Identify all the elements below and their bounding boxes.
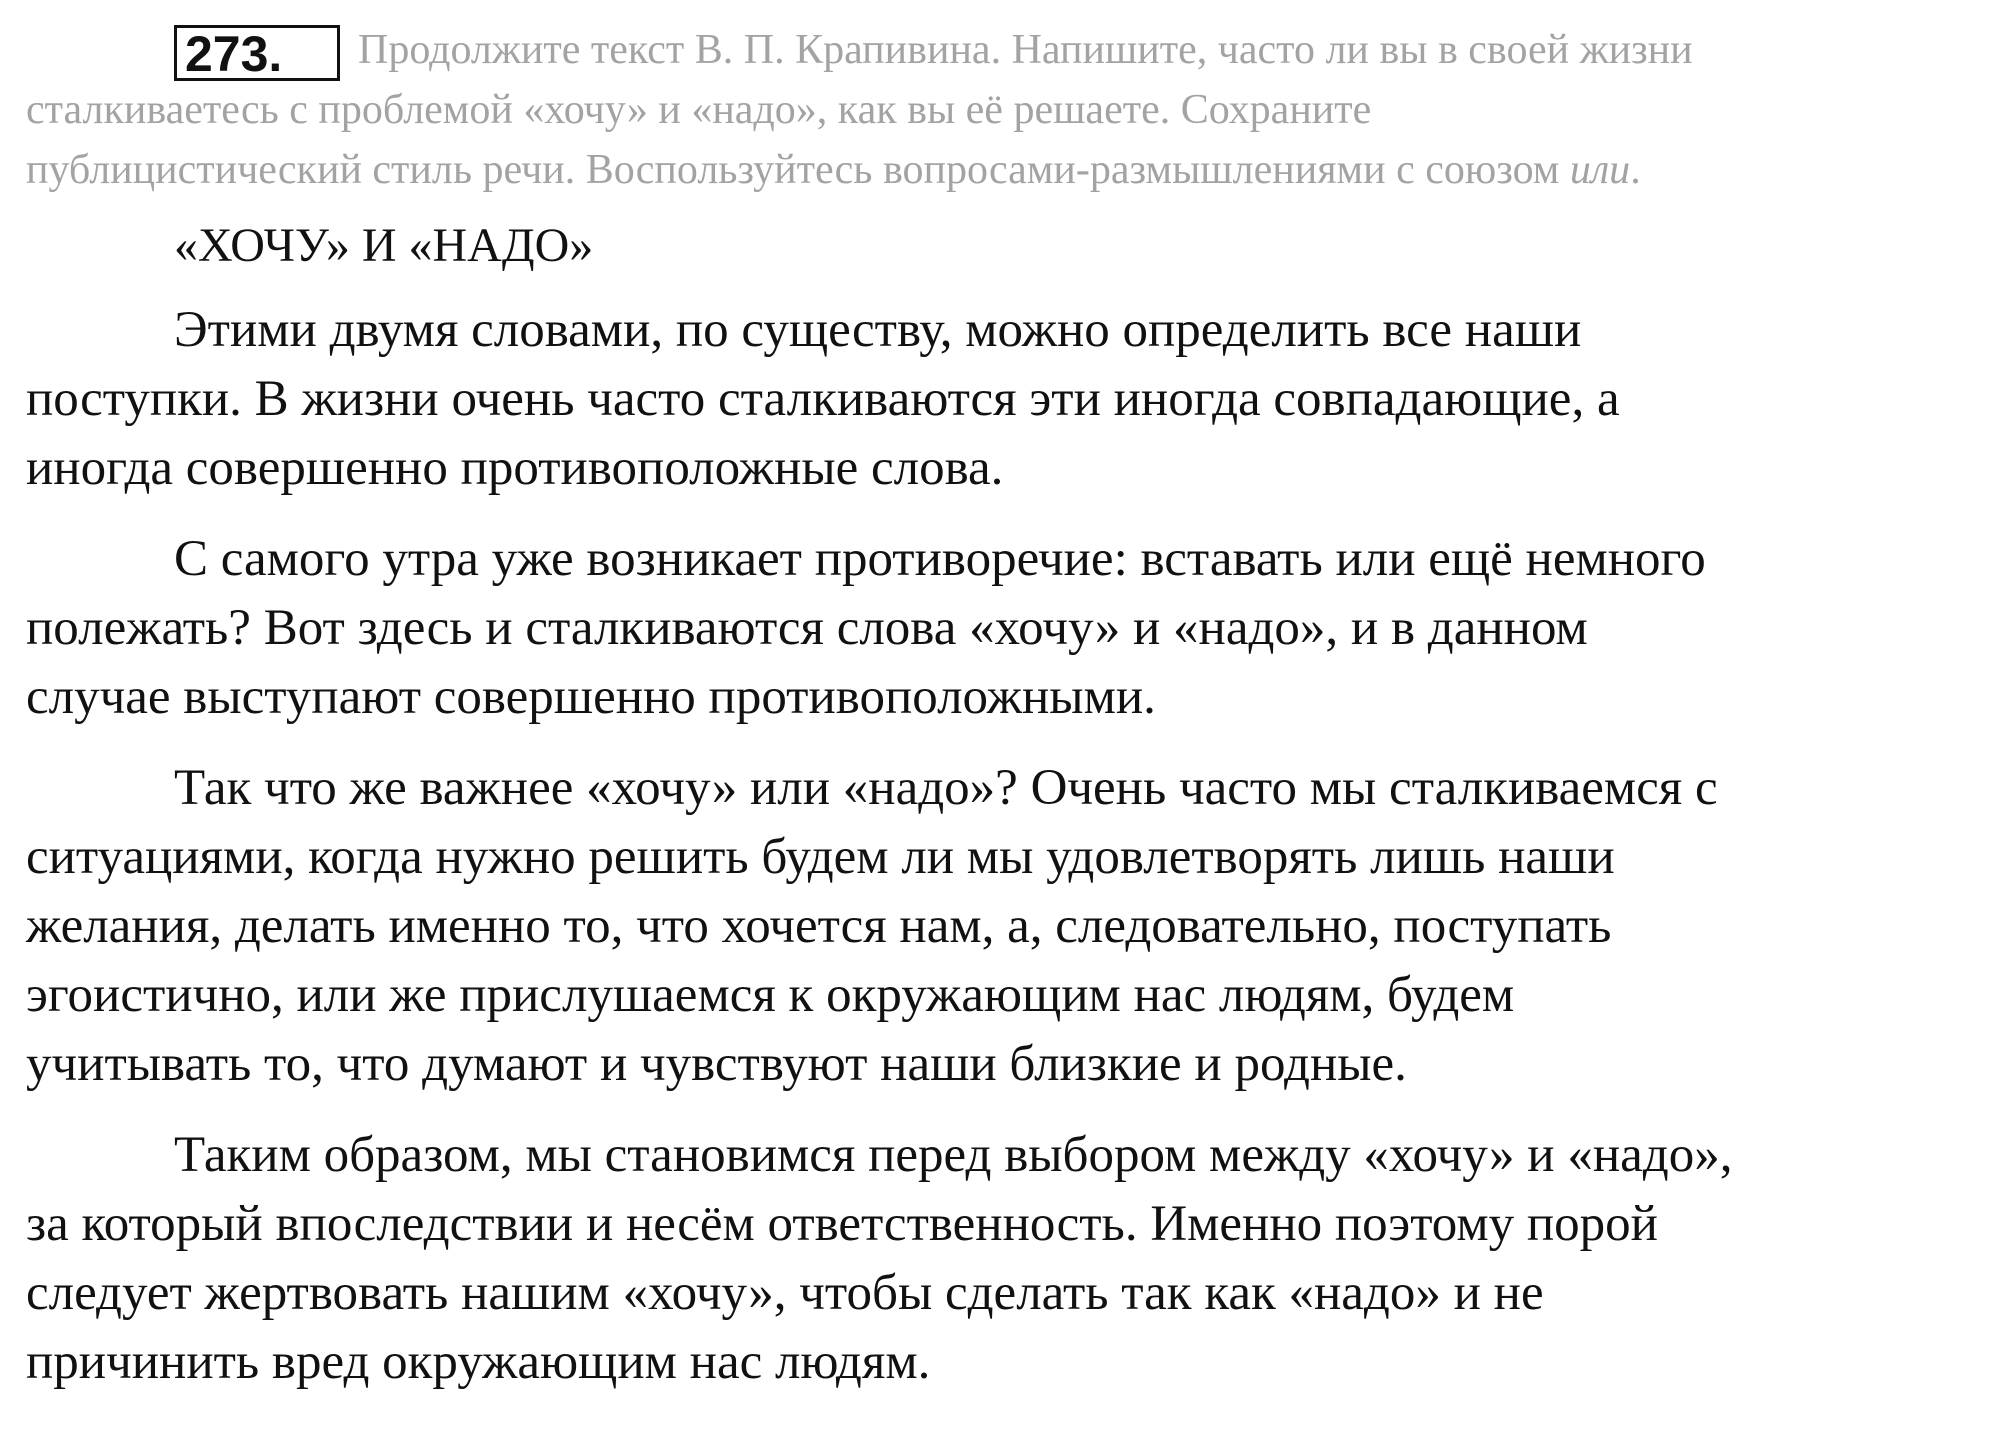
paragraph-line: Так что же важнее «хочу» или «надо»? Очень часто мы сталкиваемся с: [174, 760, 1718, 816]
essay-body: [26, 296, 2001, 1397]
essay-paragraph: [26, 1121, 2001, 1397]
paragraph-line: желания, делать именно то, что хочется нам, а, следовательно, поступать: [26, 898, 1612, 954]
task-line: [26, 20, 1986, 80]
task-text: Продолжите текст В. П. Крапивина. Напишите, часто ли вы в своей жизни: [358, 27, 1693, 73]
essay-paragraph: [26, 754, 2001, 1099]
essay-paragraph: [26, 296, 2001, 503]
essay-paragraph: [26, 525, 2001, 732]
paragraph-line: учитывать то, что думают и чувствуют наши близкие и родные.: [26, 1036, 1407, 1092]
exercise-task: [26, 20, 1986, 200]
task-line: [26, 140, 1986, 200]
paragraph-line: поступки. В жизни очень часто сталкиваются эти иногда совпадающие, а: [26, 371, 1620, 427]
paragraph-line: случае выступают совершенно противоположными.: [26, 669, 1156, 725]
paragraph-line: С самого утра уже возникает противоречие: вставать или ещё немного: [174, 531, 1706, 587]
task-text: публицистический стиль речи. Воспользуйтесь вопросами-размышлениями с союзом: [26, 147, 1570, 193]
paragraph-line: Таким образом, мы становимся перед выбором между «хочу» и «надо»,: [174, 1127, 1733, 1183]
paragraph-line: полежать? Вот здесь и сталкиваются слова «хочу» и «надо», и в данном: [26, 600, 1588, 656]
paragraph-line: за который впоследствии и несём ответственность. Именно поэтому порой: [26, 1196, 1658, 1252]
textbook-page: [26, 20, 2001, 1397]
paragraph-line: иногда совершенно противоположные слова.: [26, 440, 1004, 496]
essay-title: «ХОЧУ» И «НАДО»: [174, 219, 594, 272]
task-italic-word: или: [1569, 147, 1631, 193]
exercise-number: 273.: [174, 25, 340, 81]
paragraph-line: следует жертвовать нашим «хочу», чтобы сделать так как «надо» и не: [26, 1265, 1544, 1321]
paragraph-line: Этими двумя словами, по существу, можно определить все наши: [174, 302, 1582, 358]
task-line: сталкиваетесь с проблемой «хочу» и «надо», как вы её решаете. Сохраните: [26, 87, 1372, 133]
task-text-end: .: [1630, 147, 1641, 193]
paragraph-line: причинить вред окружающим нас людям.: [26, 1334, 931, 1390]
paragraph-line: эгоистично, или же прислушаемся к окружающим нас людям, будем: [26, 967, 1515, 1023]
paragraph-line: ситуациями, когда нужно решить будем ли мы удовлетворять лишь наши: [26, 829, 1615, 885]
